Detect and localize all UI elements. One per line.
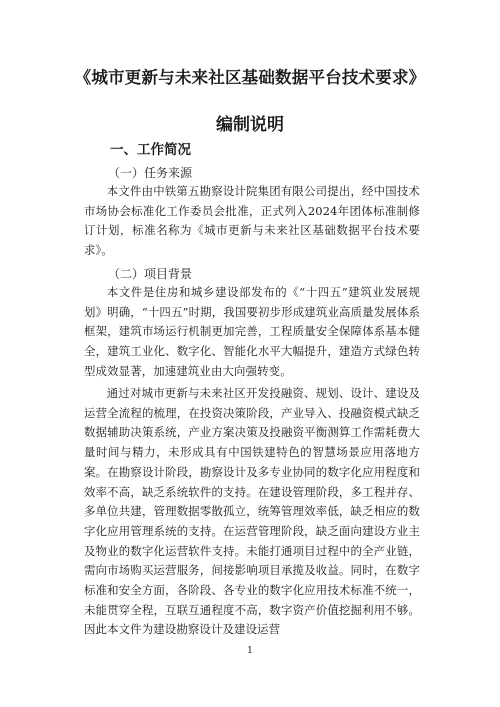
heading-work-overview: 一、工作简况 (110, 142, 191, 158)
paragraph-background-2: 通过对城市更新与未来社区开发投融资、规划、设计、建设及运营全流程的梳理，在投资决策阶段，产业导入、投融资模式缺乏数据辅助决策系统，产业方案决策及投融资平衡测算工作需耗费大量时间与精力，未形成具有中国铁建特色的智慧场景应用落地方案。在勘察设计阶段，勘察设计及多专业协同的数字化应用程度和效率不高，缺乏系统软件的支持。在建设管理阶段，多工程并存、多单位共建，管理数据零散孤立，统筹管理效率低，缺乏相应的数字化应用管理系统的支持。在运营管理阶段，缺乏面向建设方业主及物业的数字化运营软件支持。未能打通项目过程中的全产业链，需向市场购买运营服务，间接影响项目承揽及收益。同时，在数字标准和安全方面，各阶段、各专业的数字化应用技术标准不统一，未能贯穿全程，互联互通程度不高，数字资产价值挖掘利用不够。因此本文件为建设勘察设计及建设运营 (84, 386, 420, 637)
subheading-task-source: （一）任务来源 (108, 166, 193, 180)
paragraph-task-source: 本文件由中铁第五勘察设计院集团有限公司提出，经中国技术市场协会标准化工作委员会批准，正式列入2024年团体标准制修订计划，标准名称为《城市更新与未来社区基础数据平台技术要求》。 (84, 184, 420, 258)
document-title: 《城市更新与未来社区基础数据平台技术要求》 (74, 68, 426, 87)
subheading-project-background: （二）项目背景 (108, 267, 193, 281)
section-title: 编制说明 (216, 115, 284, 135)
page-number: 1 (247, 646, 253, 656)
paragraph-background-1: 本文件是住房和城乡建设部发布的《“十四五”建筑业发展规划》明确，“十四五”时期，我国要初步形成建筑业高质量发展体系框架，建筑市场运行机制更加完善，工程质量安全保障体系基本健全，建筑工业化、数字化、智能化水平大幅提升，建造方式绿色转型成效显著，加速建筑业由大向强转变。 (84, 285, 420, 378)
